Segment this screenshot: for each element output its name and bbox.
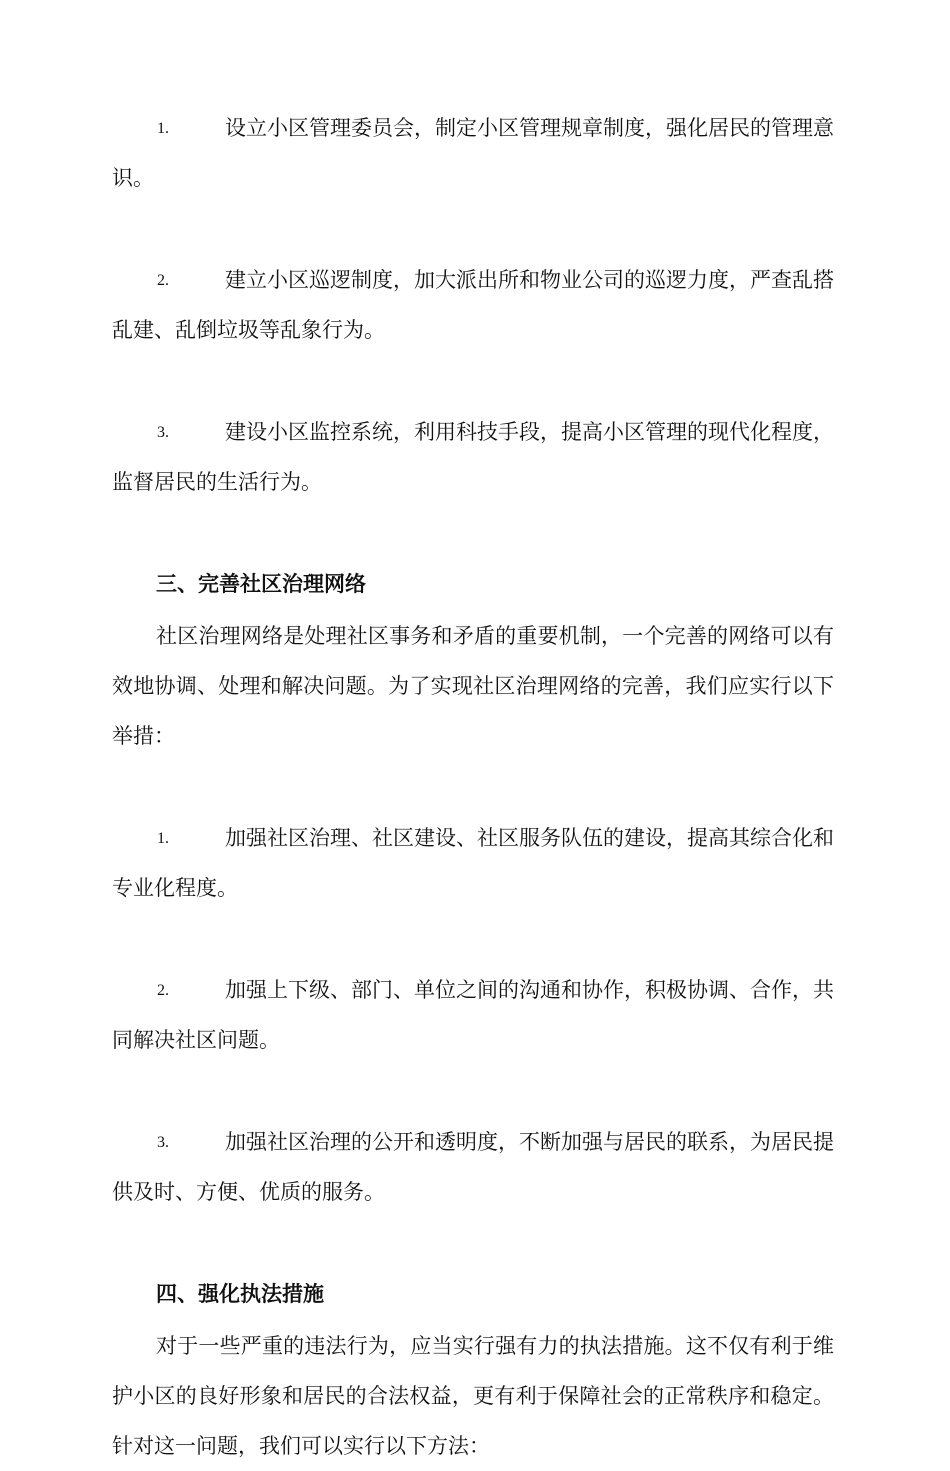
list-item bbox=[112, 965, 834, 1065]
list-item bbox=[112, 255, 834, 355]
list-item-text: 建立小区巡逻制度，加大派出所和物业公司的巡逻力度，严查乱搭乱建、乱倒垃圾等乱象行为。 bbox=[112, 268, 834, 342]
list-item-text: 加强社区治理、社区建设、社区服务队伍的建设，提高其综合化和专业化程度。 bbox=[112, 826, 834, 900]
list-item-text: 建设小区监控系统，利用科技手段，提高小区管理的现代化程度，监督居民的生活行为。 bbox=[112, 420, 834, 494]
list-item-number: 3. bbox=[157, 424, 169, 441]
list-item-number: 2. bbox=[157, 982, 169, 999]
list-item-text: 加强上下级、部门、单位之间的沟通和协作，积极协调、合作，共同解决社区问题。 bbox=[112, 978, 834, 1052]
list-item-number: 2. bbox=[157, 272, 169, 289]
list-item-text: 加强社区治理的公开和透明度，不断加强与居民的联系，为居民提供及时、方便、优质的服务。 bbox=[112, 1130, 834, 1204]
list-item-text: 设立小区管理委员会，制定小区管理规章制度，强化居民的管理意识。 bbox=[112, 116, 834, 190]
document-page bbox=[112, 103, 834, 1471]
list-item-number: 1. bbox=[157, 120, 169, 137]
list-item bbox=[112, 813, 834, 913]
section-intro-paragraph: 对于一些严重的违法行为，应当实行强有力的执法措施。这不仅有利于维护小区的良好形象和居民的合法权益，更有利于保障社会的正常秩序和稳定。针对这一问题，我们可以实行以下方法： bbox=[112, 1334, 834, 1458]
section-intro-paragraph: 社区治理网络是处理社区事务和矛盾的重要机制，一个完善的网络可以有效地协调、处理和解决问题。为了实现社区治理网络的完善，我们应实行以下举措： bbox=[112, 624, 834, 748]
list-item bbox=[112, 1117, 834, 1217]
list-item bbox=[112, 407, 834, 507]
list-item bbox=[112, 103, 834, 203]
section-heading: 三、完善社区治理网络 bbox=[156, 571, 366, 596]
section-heading: 四、强化执法措施 bbox=[156, 1281, 324, 1306]
list-item-number: 1. bbox=[157, 830, 169, 847]
list-item-number: 3. bbox=[157, 1134, 169, 1151]
